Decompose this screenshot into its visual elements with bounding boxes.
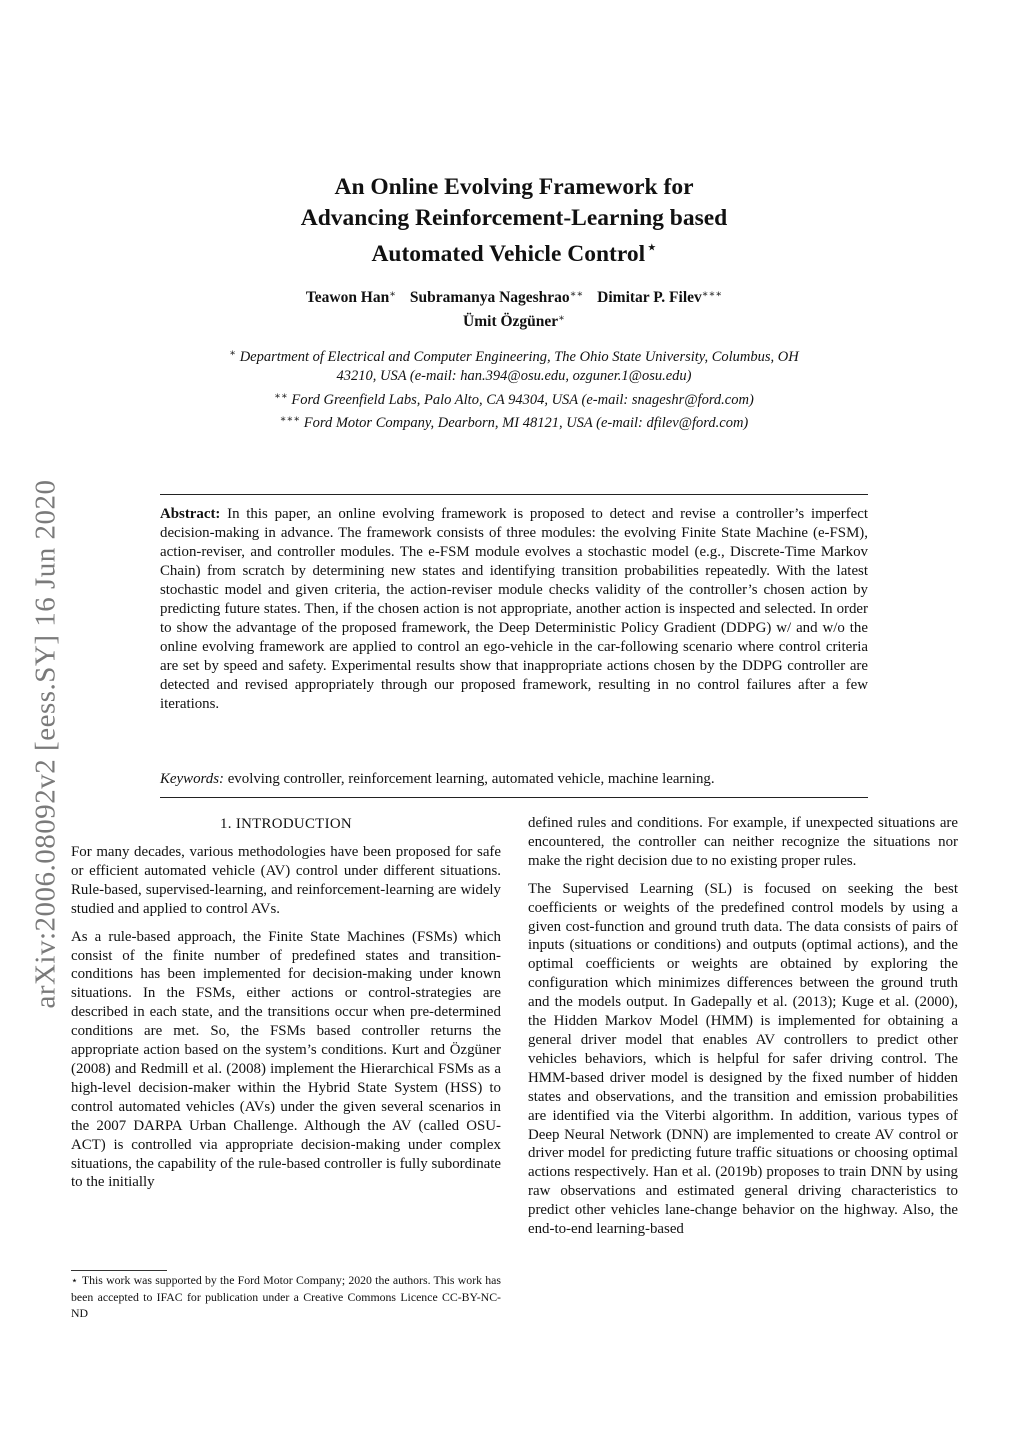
affiliation-mark: ∗∗∗ [279, 413, 301, 425]
author-name: Ümit Özgüner [463, 313, 559, 330]
author-name: Dimitar P. Filev [597, 289, 702, 306]
title-line: Advancing Reinforcement-Learning based [300, 204, 728, 231]
author-affil-mark: ∗ [558, 313, 565, 324]
affiliations [210, 344, 818, 433]
title-line-text: Automated Vehicle Control [371, 241, 646, 267]
title-footnote-mark: ⋆ [647, 240, 657, 256]
keywords-text: evolving controller, reinforcement learning, automated vehicle, machine learning. [227, 771, 715, 787]
title-line: An Online Evolving Framework for [334, 174, 694, 200]
left-column [71, 814, 501, 1201]
abstract [160, 505, 868, 715]
affiliation-mark: ∗∗ [274, 390, 288, 402]
affiliation-text: Ford Motor Company, Dearborn, MI 48121, USA (e-mail: dfilev@ford.com) [303, 414, 749, 431]
footnote-rule [71, 1270, 167, 1271]
arxiv-identifier: arXiv:2006.08092v2 [eess.SY] 16 Jun 2020 [29, 479, 62, 1009]
author-affil-mark: ∗∗∗ [701, 289, 723, 300]
author-row [160, 284, 868, 308]
affiliation-text: Ford Greenfield Labs, Palo Alto, CA 94304, USA (e-mail: snageshr@ford.com) [291, 391, 754, 408]
author-affil-mark: ∗ [389, 289, 397, 300]
abstract-text: In this paper, an online evolving framework is proposed to detect and revise a controller’s imperfect decision-making in advance. The framework consists of three modules: the evolving Finite State Machine (e-FSM), action-reviser, and controller modules. The e-FSM module evolves a stochastic model (e.g., Discrete-Time Markov Chain) from scratch by determining new states and identifying transition probabilities repeatedly. With the latest stochastic model and given criteria, the action-reviser module checks validity of the controller’s chosen action by predicting future states. Then, if the chosen action is not appropriate, another action is inspected and selected. In order to show the advantage of the proposed framework, the Deep Deterministic Policy Gradient (DDPG) w/ and w/o the online evolving framework are applied to control an ego-vehicle in the car-following scenario where control criteria are set by speed and safety. Experimental results show that inappropriate actions chosen by the DDPG controller are detected and revised appropriately through our proposed framework, resulting in no control failures after a few iterations. [160, 506, 868, 713]
affiliation-mark: ∗ [229, 348, 237, 359]
keywords [160, 770, 868, 789]
paper-title [160, 172, 868, 270]
paragraph: For many decades, various methodologies have been proposed for safe or efficient automated vehicle (AV) control under different situations. Rule-based, supervised-learning, and reinforcement-learning are widely studied and applied to control AVs. [71, 844, 501, 917]
affiliation [210, 387, 818, 410]
abstract-bottom-rule [160, 797, 868, 798]
author-row [160, 308, 868, 332]
right-column [528, 814, 958, 1248]
paragraph: The Supervised Learning (SL) is focused on seeking the best coefficients or weights of the predefined control models by using a given cost-function and ground truth data. The data consists of pairs of inputs (situations or conditions) and outputs (optimal actions), and the optimal coefficients or weights are obtained by exploring the configuration which minimizes differences between the ground truth and the models output. In Gadepally et al. (2013); Kuge et al. (2000), the Hidden Markov Model (HMM) is implemented for obtaining a general driver model that enables AV controllers to predict other vehicles behaviors, which is helpful for safer driving control. The HMM-based driver model is designed by the fixed number of hidden states and observations, and the transition and emission probabilities are identified via the Viterbi algorithm. In addition, various types of Deep Neural Network (DNN) are implemented to create AV control or driver model for predicting future traffic situations or choosing optimal actions respectively. Han et al. (2019b) proposes to train DNN by using raw observations and estimated general driving characteristics to predict other vehicles lane-change behavior on the highway. Also, the end-to-end learning-based [528, 880, 958, 1238]
author-name: Subramanya Nageshrao [409, 289, 570, 306]
keywords-label: Keywords: [160, 771, 224, 787]
section-heading: 1. INTRODUCTION [220, 816, 352, 832]
affiliation [210, 410, 818, 433]
abstract-top-rule [160, 494, 868, 495]
affiliation-text: Department of Electrical and Computer Engineering, The Ohio State University, Columbus, OH 43210, USA (e-mail: han.394@osu.edu, ozguner.1@osu.edu) [239, 349, 799, 385]
footnote [71, 1272, 501, 1321]
paragraph: defined rules and conditions. For example, if unexpected situations are encountered, the controller can neither recognize the situations nor make the right decision due to no existing proper rules. [528, 815, 958, 869]
abstract-label: Abstract: [160, 506, 221, 522]
title-line [160, 233, 868, 270]
author-list [160, 284, 868, 332]
paragraph: As a rule-based approach, the Finite State Machines (FSMs) which consist of the finite number of predefined states and transition-conditions has been implemented for decision-making under known situations. In the FSMs, either actions or control-strategies are described in each state, and the transitions occur when pre-determined conditions are met. So, the FSMs based controller returns the appropriate action based on the system’s conditions. Kurt and Özgüner (2008) and Redmill et al. (2008) implement the Hierarchical FSMs as a high-level decision-maker within the Hybrid State System (HSS) to control automated vehicles (AVs) under the given several scenarios in the 2007 DARPA Urban Challenge. Although the AV (called OSU-ACT) is controlled via appropriate decision-making under complex situations, the capability of the rule-based controller is fully subordinate to the initially [71, 928, 501, 1191]
author-affil-mark: ∗∗ [569, 289, 584, 300]
affiliation [210, 344, 818, 387]
footnote-text: This work was supported by the Ford Motor Company; 2020 the authors. This work has been accepted to IFAC for publication under a Creative Commons Licence CC-BY-NC-ND [71, 1273, 501, 1320]
author-name: Teawon Han [305, 289, 390, 306]
footnote-mark: ⋆ [71, 1275, 78, 1287]
